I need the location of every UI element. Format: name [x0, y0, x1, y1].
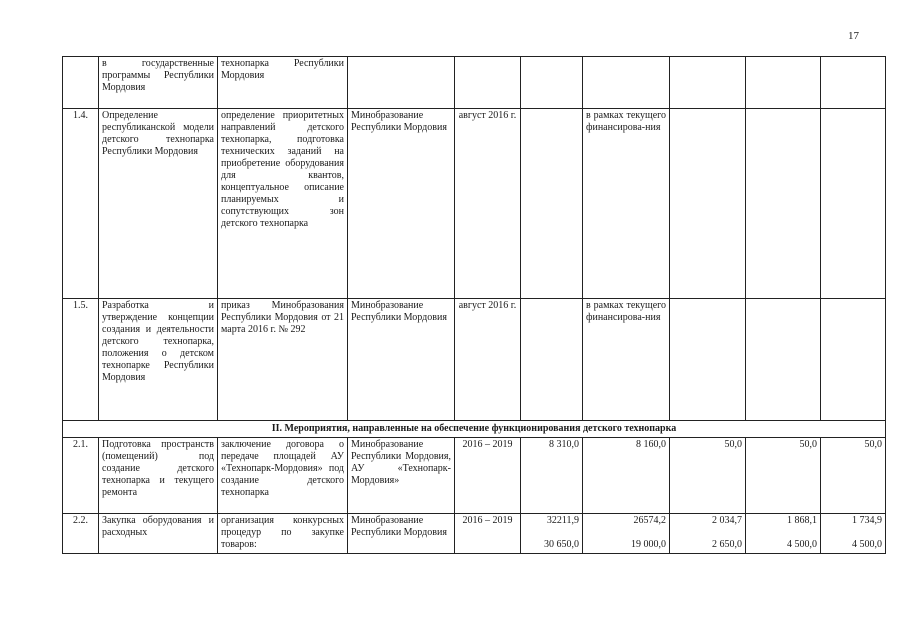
col-2017-cell — [746, 57, 821, 109]
regional-cell — [670, 57, 746, 109]
total-cell — [521, 514, 583, 554]
col-2017-value-bottom: 4 500,0 — [787, 539, 817, 550]
section-header-row — [63, 421, 886, 438]
col-2017-cell — [746, 109, 821, 299]
col-2018-value-bottom: 4 500,0 — [852, 539, 882, 550]
federal-cell — [583, 514, 670, 554]
result-cell: приказ Минобразования Республики Мордовия от 21 марта 2016 г. № 292 — [218, 299, 348, 421]
result-cell: определение приоритетных направлений детского технопарка, подготовка технических заданий на приобретение оборудования для квантов, концептуальное описание планируемых и сопутствующих зон детского технопарка — [218, 109, 348, 299]
row-number: 2.1. — [63, 438, 99, 514]
total-cell — [521, 109, 583, 299]
result-cell: технопарка Республики Мордовия — [218, 57, 348, 109]
table-row — [63, 514, 886, 554]
federal-value-bottom: 19 000,0 — [631, 539, 666, 550]
total-value-bottom: 30 650,0 — [544, 539, 579, 550]
col-2018-cell — [821, 299, 886, 421]
col-2018-cell — [821, 57, 886, 109]
row-number — [63, 57, 99, 109]
total-cell — [521, 57, 583, 109]
executor-cell: Минобразование Республики Мордовия — [348, 514, 455, 554]
period-cell: 2016 – 2019 — [455, 514, 521, 554]
section-title: II. Мероприятия, направленные на обеспечение функционирования детского технопарка — [63, 421, 886, 438]
period-cell: август 2016 г. — [455, 109, 521, 299]
period-cell: 2016 – 2019 — [455, 438, 521, 514]
col-2017-cell: 50,0 — [746, 438, 821, 514]
regional-cell — [670, 299, 746, 421]
table-row — [63, 438, 886, 514]
federal-cell — [583, 57, 670, 109]
plan-table — [62, 56, 886, 554]
period-cell: август 2016 г. — [455, 299, 521, 421]
col-2017-value-top: 1 868,1 — [787, 515, 817, 526]
total-value-top: 32211,9 — [546, 515, 579, 526]
federal-cell: 8 160,0 — [583, 438, 670, 514]
row-number: 2.2. — [63, 514, 99, 554]
federal-value-top: 26574,2 — [633, 515, 666, 526]
col-2018-cell: 50,0 — [821, 438, 886, 514]
total-cell: 8 310,0 — [521, 438, 583, 514]
regional-cell — [670, 109, 746, 299]
regional-value-bottom: 2 650,0 — [712, 539, 742, 550]
table-row — [63, 109, 886, 299]
period-cell — [455, 57, 521, 109]
regional-cell: 50,0 — [670, 438, 746, 514]
federal-cell: в рамках текущего финансирова-ния — [583, 109, 670, 299]
executor-cell: Минобразование Республики Мордовия — [348, 299, 455, 421]
col-2017-cell — [746, 299, 821, 421]
measure-cell: Закупка оборудования и расходных — [99, 514, 218, 554]
federal-cell: в рамках текущего финансирова-ния — [583, 299, 670, 421]
result-cell: организация конкурсных процедур по закупке товаров: — [218, 514, 348, 554]
measure-cell: Определение республиканской модели детского технопарка Республики Мордовия — [99, 109, 218, 299]
row-number: 1.5. — [63, 299, 99, 421]
executor-cell — [348, 57, 455, 109]
page-number: 17 — [848, 30, 859, 42]
measure-cell: Разработка и утверждение концепции создания и деятельности детского технопарка, положения о детском технопарке Республики Мордовия — [99, 299, 218, 421]
row-number: 1.4. — [63, 109, 99, 299]
col-2018-cell — [821, 514, 886, 554]
measure-cell: в государственные программы Республики Мордовия — [99, 57, 218, 109]
executor-cell: Минобразование Республики Мордовия — [348, 109, 455, 299]
table-row — [63, 299, 886, 421]
result-cell: заключение договора о передаче площадей АУ «Технопарк-Мордовия» под создание детского технопарка — [218, 438, 348, 514]
regional-cell — [670, 514, 746, 554]
executor-cell: Минобразование Республики Мордовия, АУ «Технопарк-Мордовия» — [348, 438, 455, 514]
measure-cell: Подготовка пространств (помещений) под создание детского технопарка и текущего ремонта — [99, 438, 218, 514]
regional-value-top: 2 034,7 — [712, 515, 742, 526]
table-row — [63, 57, 886, 109]
col-2018-value-top: 1 734,9 — [852, 515, 882, 526]
col-2017-cell — [746, 514, 821, 554]
total-cell — [521, 299, 583, 421]
col-2018-cell — [821, 109, 886, 299]
